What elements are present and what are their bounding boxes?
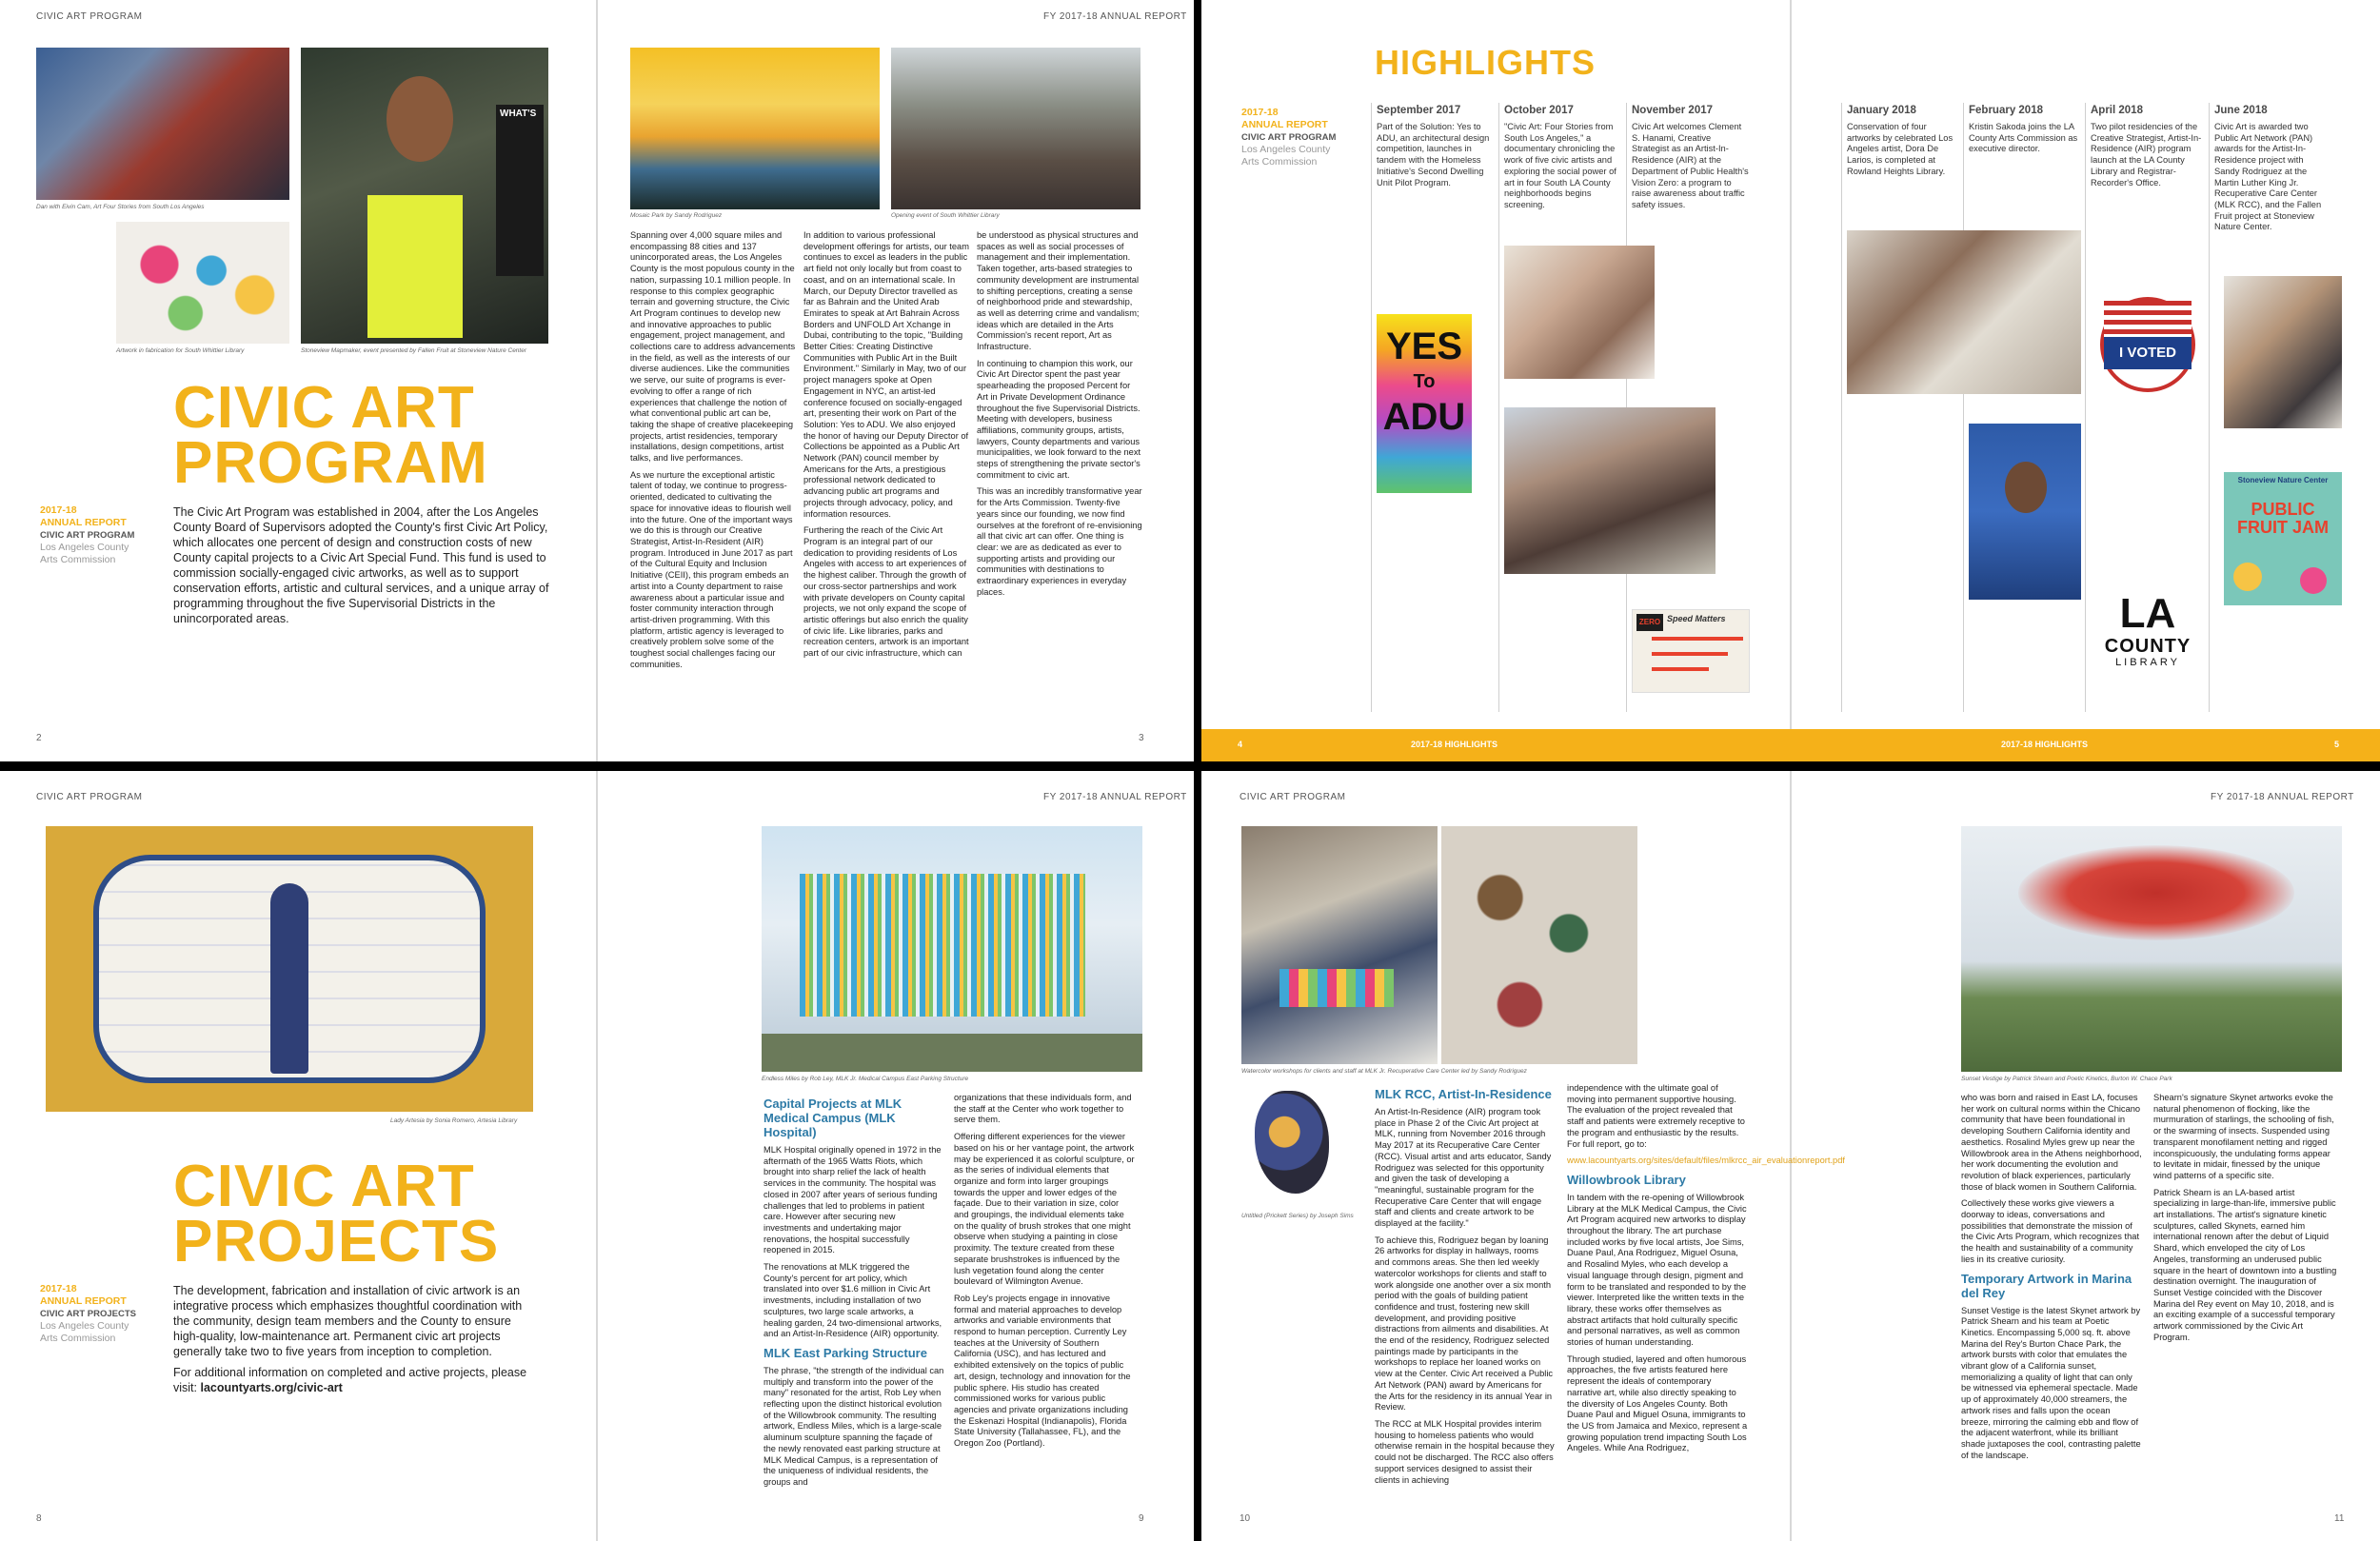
artist-figure xyxy=(387,76,453,162)
photo-untitled-prickett-series xyxy=(1241,1081,1342,1209)
side-county: Los Angeles County xyxy=(40,1320,129,1332)
page-number-left: 10 xyxy=(1240,1513,1251,1524)
month-label: February 2018 xyxy=(1969,105,2043,116)
photo-caption: Watercolor workshops for clients and staff at MLK Jr. Recuperative Care Center led by Sandy Rodriguez xyxy=(1241,1068,1527,1075)
photo-paint-palette xyxy=(116,222,289,344)
month-text: Two pilot residencies of the Creative Strategist, Artist-In-Residence (AIR) program launch at the LA County Library and Registrar-Recorder's Office. xyxy=(2091,122,2202,188)
section-title xyxy=(173,1154,500,1274)
bar xyxy=(1652,667,1709,671)
paragraph: who was born and raised in East LA, focuses her work on cultural norms within the Chicano community that have been foundational in developing Southern California identity and aesthetics. Rosalind Myles grew up near the Willowbrook area in the Athens neighborhood, her work documenting the evolution and revolution of black experiences, particularly those of black women in Southern California. xyxy=(1961,1093,2142,1192)
painted-figure xyxy=(1255,1091,1329,1194)
month-label: April 2018 xyxy=(2091,105,2143,116)
side-program: CIVIC ART PROGRAM xyxy=(1241,132,1337,143)
subsection-heading: Temporary Artwork in Marina del Rey xyxy=(1961,1271,2132,1300)
more-info-text: For additional information on completed and active projects, please visit: xyxy=(173,1366,527,1394)
photo-conservation-artworks xyxy=(1847,230,2081,394)
page-gutter xyxy=(596,771,598,1541)
page-number-right: 5 xyxy=(2334,740,2340,749)
body-column-1 xyxy=(764,1093,944,1511)
paragraph: Sunset Vestige is the latest Skynet artwork by Patrick Shearn and his team at Poetic Kinetics. Encompassing 5,000 sq. ft. above Marina del Rey's Burton Chace Park, the artwork bursts with color that emulates the vibrant glow of a California sunset, memorializing a quality of light that can only be witnessed via ephemeral spectacle. Made up of approximately 40,000 streamers, the artwork rises and falls upon the ocean breeze, mirroring the calming ebb and flow of the adjacent waterfront, while its brilliant shade juxtaposes the cool, contrasting palette of the landscape. xyxy=(1961,1305,2141,1460)
month-label: June 2018 xyxy=(2214,105,2268,116)
i-voted-sticker xyxy=(2100,297,2195,392)
photo-caption: Artwork in fabrication for South Whittier Library xyxy=(116,347,245,354)
body-column-1 xyxy=(630,230,796,725)
month-text: Civic Art welcomes Clement S. Hanami, Creative Strategist as an Artist-In-Residence (AIR) at the Department of Public Health's Vision Zero: a program to raise awareness about traffic safety issues. xyxy=(1632,122,1749,209)
side-year: 2017-18 xyxy=(40,504,77,516)
bar xyxy=(1652,637,1743,641)
month-text: Part of the Solution: Yes to ADU, an architectural design competition, launches in tandem with the Homeless Initiative's Second Dwelling Unit Pilot Program. xyxy=(1377,122,1490,188)
side-label xyxy=(40,1283,136,1345)
highlights-title: HIGHLIGHTS xyxy=(1375,43,1596,82)
paragraph: In addition to various professional development offerings for artists, our team continues to excel as leaders in the public art field not only locally but from coast to coast, and on an international scale. In March, our Deputy Director travelled as far as Bahrain and the United Arab Emirates to speak at Art Bahrain Across Borders and UNFOLD Art Xchange in Dubai, contributing to the topic, "Building Better Cities: Creating Distinctive Communities with Public Art in the Built Environment." Similarly in May, two of our project managers spoke at Open Engagement in NYC, an artist-led conference focused on socially-engaged art, presenting their work on Part of the Solution: Yes to ADU. We also enjoyed the honor of having our Deputy Director of Collections be appointed as a Public Art Network (PAN) council member by Americans for the Arts, a prestigious professional network dedicated to advancing public art programs and projects through advocacy, policy, and information resources. xyxy=(803,230,969,519)
photo-caption: Opening event of South Whittier Library xyxy=(891,212,1000,219)
logo-library: LIBRARY xyxy=(2115,657,2180,668)
side-county: Los Angeles County xyxy=(1241,144,1331,155)
figure-silhouette xyxy=(270,883,308,1074)
footer-bar xyxy=(1201,729,2380,761)
fruit-shape xyxy=(2300,567,2327,594)
section-title-line-1: CIVIC ART xyxy=(173,1154,475,1219)
side-program: CIVIC ART PROGRAM xyxy=(40,530,135,541)
photo-caption: Stoneview Mapmaker, event presented by Fallen Fruit at Stoneview Nature Center xyxy=(301,347,527,354)
timeline-divider xyxy=(1498,103,1499,712)
poster-text: YES xyxy=(1385,326,1463,367)
month-label: October 2017 xyxy=(1504,105,1574,116)
photo-dance-performance xyxy=(1504,407,1716,574)
photo-caption: Dan with Eivin Cam, Art Four Stories from South Los Angeles xyxy=(36,204,205,210)
fruit-shape xyxy=(2233,563,2262,591)
month-label: September 2017 xyxy=(1377,105,1461,116)
logo-county: COUNTY xyxy=(2104,636,2192,657)
timeline-divider xyxy=(1371,103,1372,712)
la-county-library-logo xyxy=(2096,592,2199,706)
page-number-right: 11 xyxy=(2334,1513,2345,1524)
photo-caption: Lady Artesia by Sonia Romero, Artesia Library xyxy=(390,1117,518,1124)
paragraph: The renovations at MLK triggered the County's percent for art policy, which translated into over $1.6 million in Civic Art investments, including installation of two sculptures, two large scale artworks, a healing garden, 24 two-dimensional artworks, and an Artist-In-Residence (AIR) opportunity. xyxy=(764,1262,942,1339)
body-column-2 xyxy=(954,1093,1135,1511)
spread-highlights xyxy=(1201,0,2380,761)
page-number-right: 9 xyxy=(1139,1513,1144,1524)
paragraph: To achieve this, Rodriguez began by loaning 26 artworks for display in hallways, rooms and commons areas. She then led weekly watercolor workshops for clients and staff to work alongside one another over a six month period with the goals of building patient confidence and trust, fostering new skill development, and providing positive distractions from ailments and disabilities. At the end of the residency, Rodriguez selected paintings made by participants in the workshops to replace her loaned works on view at the Center. Civic Art received a Public Art Network (PAN) award by Americans for the Arts for the residency in its annual Year in Review. xyxy=(1375,1235,1554,1413)
paragraph: Through studied, layered and often humorous approaches, the five artists featured here represent the ideals of contemporary narrative art, while also directly speaking to the diversity of Los Angeles County. Both Duane Paul and Miguel Osuna, immigrants to the US from Jamaica and Mexico, represent a growing population trend impacting South Los Angeles. While Ana Rodriguez, xyxy=(1567,1353,1748,1453)
photo-marching-band xyxy=(36,48,289,200)
paragraph: organizations that these individuals form, and the staff at the Center who work together to serve them. xyxy=(954,1093,1132,1125)
subsection-heading: MLK RCC, Artist-In-Residence xyxy=(1375,1087,1552,1101)
evaluation-report-link[interactable]: www.lacountyarts.org/sites/default/files/mlkrcc_air_evaluationreport.pdf xyxy=(1567,1156,1845,1166)
page-gutter xyxy=(1790,0,1792,761)
section-title xyxy=(173,375,488,496)
running-header-right: FY 2017-18 ANNUAL REPORT xyxy=(1043,792,1187,802)
side-label xyxy=(40,504,134,566)
intro-paragraph: The development, fabrication and installation of civic artwork is an integrative process which emphasizes thoughtful coordination with the community, design team members and the County to ensure high-quality, low-maintenance art. Permanent civic art projects generally take two to five years from inception to completion. xyxy=(173,1284,523,1358)
paragraph: Patrick Shearn is an LA-based artist specializing in large-than-life, immersive public art installations. The artist's signature kinetic sculptures, called Skynets, earned him international renown after the debut of Liquid Shard, which enveloped the city of Los Angeles, transforming an underused public square in the heart of downtown into a bustling destination overnight. The inauguration of Sunset Vestige coincided with the Discover Marina del Rey event on May 10, 2018, and is an exciting example of a successful temporary artwork commissioned by the Civic Art Program. xyxy=(2153,1187,2337,1342)
flag-stripes xyxy=(2104,301,2192,337)
photo-caption: Mosaic Park by Sandy Rodriguez xyxy=(630,212,723,219)
body-column-3 xyxy=(977,230,1142,725)
artwork-yellow-panel xyxy=(367,195,463,338)
spread-residency-and-temporary-art xyxy=(1201,771,2380,1541)
paragraph: An Artist-In-Residence (AIR) program took place in Phase 2 of the Civic Art project at MLK, running from November 2016 through May 2017 at its Recuperative Care Center (RCC). Visual artist and arts educator, Sandy Rodriguez was selected for this opportunity and given the task of developing a "meaningful, sustainable program for the Recuperative Care Center that will engage staff and clients and create artwork to be displayed at the facility." xyxy=(1375,1107,1552,1229)
paragraph: Spanning over 4,000 square miles and encompassing 88 cities and 137 unincorporated areas, the Los Angeles County is the most populous county in the nation, surpassing 10.1 million people. In response to this complex geographic terrain and governing structure, the Civic Art Program continues to develop new and innovative approaches to public engagement, project management, and collections care to address advancements in the field, as well as the interests of our diverse audiences. Like the communities we serve, our suite of programs is ever-evolving to offer a range of rich experiences that challenge the notion of what conventional public art can be, taking the shape of creative placekeeping projects, artist residencies, temporary installations, design competitions, artist talks, and live performances. xyxy=(630,230,796,464)
page-number-left: 8 xyxy=(36,1513,42,1524)
paragraph: In tandem with the re-opening of Willowbrook Library at the MLK Medical Campus, the Civic Art Program acquired new artworks to display throughout the library. The art purchase included works by five local artists, Joe Sims, Duane Paul, Ana Rodriguez, Miguel Osuna, and Rosalind Myles, who each develop a visual language through design, pigment and form to be translated and responded to by the viewer. Interpreted like the written texts in the library, these works offer themselves as abstract artifacts that hold culturally specific and personal narratives, as well as common stories of human understanding. xyxy=(1567,1192,1747,1348)
vision-zero-logo: ZERO xyxy=(1636,614,1663,631)
photo-caption: Sunset Vestige by Patrick Shearn and Poetic Kinetics, Burton W. Chace Park xyxy=(1961,1076,2172,1082)
bar xyxy=(1652,652,1728,656)
photo-watercolor-workshop xyxy=(1241,826,1438,1064)
paragraph: As we nurture the exceptional artistic talent of today, we continue to progress-oriented, dedicated to cultivating the space for innovative ideas to flourish well into the future. One of the important ways we do this is through our Creative Strategist, Artist-In-Resident (AIR) program. Introduced in June 2017 as part of the Cultural Equity and Inclusion Initiative (CEII), this program embeds an artist into a County department to raise awareness about a particular issue and foster community interaction through artist-driven programming. With this platform, artistic agency is leveraged to creatively problem solve some of the toughest social challenges facing our communities. xyxy=(630,469,793,669)
photo-caption: Endless Miles by Rob Ley, MLK Jr. Medical Campus East Parking Structure xyxy=(762,1076,969,1082)
poster-venue: Stoneview Nature Center xyxy=(2237,476,2329,484)
paragraph: Collectively these works give viewers a doorway to ideas, conversations and possibilities that demonstrate the mission of the Civic Arts Program, which recognizes that the health and sustainability of a community lies in its creative curiosity. xyxy=(1961,1198,2140,1264)
paragraph: MLK Hospital originally opened in 1972 in the aftermath of the 1965 Watts Riots, which brought into sharp relief the lack of health services in the community. The hospital was closed in 2007 after years of serious funding challenges that led to problems in patient care. However after securing new investments and undertaking major renovations, the hospital successfully reopened in 2015. xyxy=(764,1145,942,1255)
poster-text: To xyxy=(1413,371,1436,392)
paragraph: Shearn's signature Skynet artworks evoke the natural phenomenon of flocking, like the murmuration of starlings, the schooling of fish, or the swarming of insects. Suspended using transparent monofilament netting and rigged inconspicuously, the undulating forms appear to levitate in midair, finessed by the unique wind patterns of a specific site. xyxy=(2153,1093,2334,1180)
i-voted-text: I VOTED xyxy=(2104,337,2192,369)
photo-documentary-women xyxy=(1504,246,1655,379)
timeline-divider xyxy=(1841,103,1842,712)
subsection-heading: MLK East Parking Structure xyxy=(764,1345,927,1360)
running-header-left: CIVIC ART PROGRAM xyxy=(36,792,143,802)
photo-sunset-vestige xyxy=(1961,826,2342,1072)
body-column-b xyxy=(1567,1083,1845,1521)
section-title-line-2: PROGRAM xyxy=(173,430,488,496)
fallen-fruit-poster xyxy=(2224,472,2342,605)
speed-matters-title: Speed Matters xyxy=(1667,614,1726,623)
more-info-paragraph xyxy=(173,1365,535,1395)
subsection-heading: Willowbrook Library xyxy=(1567,1172,1686,1187)
paragraph: This was an incredibly transformative year for the Arts Commission. Twenty-five years since our founding, we now find ourselves at the forefront of re-envisioning all that civic art can offer. One thing is clear: we are as dedicated as ever to supporting artists and providing our communities with destinations to extraordinary experiences in everyday places. xyxy=(977,486,1142,597)
running-header-left: CIVIC ART PROGRAM xyxy=(1240,792,1346,802)
paragraph: In continuing to champion this work, our Civic Art Director spent the past year spearheading the proposed Percent for Art in Private Development Ordinance throughout the five Supervisorial Districts. Meeting with developers, business affiliations, community groups, artists, lawyers, County departments and various municipalities, we look forward to the next steps of strengthening the private sector's commitment to civic art. xyxy=(977,358,1141,480)
timeline-divider xyxy=(1963,103,1964,712)
timeline-divider xyxy=(2085,103,2086,712)
speed-matters-graphic xyxy=(1632,609,1750,693)
subsection-heading: Capital Projects at MLK Medical Campus (MLK Hospital) xyxy=(764,1096,902,1139)
page-number-left: 4 xyxy=(1238,740,1243,749)
side-year: 2017-18 xyxy=(40,1283,77,1294)
paragraph: The RCC at MLK Hospital provides interim housing to homeless patients who would otherwise remain in the hospital because they could not be discharged. The RCC also offers support services designed to assist their clients in achieving xyxy=(1375,1418,1555,1485)
paragraph: Offering different experiences for the viewer based on his or her vantage point, the artwork may be experienced it as colorful sculpture, or as the series of individual elements that organize and form into larger groupings towards the upper and lower edges of the façade. Due to their variation in size, color and groupings, the individual elements take on the quality of brush strokes that one might observe when studying a painting in close proximity. The texture created from these separate brushstrokes is influenced by the lush vegetation found along the center boulevard of Wilmington Avenue. xyxy=(954,1132,1135,1287)
side-report: ANNUAL REPORT xyxy=(40,1295,127,1307)
red-streamer-cloud xyxy=(2018,845,2294,940)
side-commission: Arts Commission xyxy=(40,1333,116,1344)
body-column-a xyxy=(1375,1083,1556,1521)
photo-sandy-rodriguez xyxy=(2224,276,2342,428)
photo-artist-with-artwork xyxy=(301,48,548,344)
logo-la: LA xyxy=(2119,590,2176,637)
month-text: Civic Art is awarded two Public Art Network (PAN) awards for the Artist-In-Residence project with Sandy Rodriguez at the Martin Luther King Jr. Recuperative Care Center (MLK RCC), and the Fallen Fruit project at Stoneview Nature Center. xyxy=(2214,122,2322,232)
body-column-2 xyxy=(803,230,969,725)
paragraph: Furthering the reach of the Civic Art Program is an integral part of our dedication to providing residents of Los Angeles with access to art experiences of the highest caliber. Through the growth of our cross-sector partnerships and work with private developers on County capital projects, we not only expand the scope of artistic offerings but also enrich the quality of civic life. Like libraries, parks and recreation centers, artwork is an important part of our civic infrastructure, which can xyxy=(803,525,969,659)
timeline-divider xyxy=(2209,103,2210,712)
photo-lady-artesia-tile-mural xyxy=(46,826,533,1112)
chalkboard-sign: WHAT'S xyxy=(496,105,544,276)
photo-library-opening-crowd xyxy=(891,48,1140,209)
month-label: November 2017 xyxy=(1632,105,1714,116)
side-commission: Arts Commission xyxy=(40,554,116,565)
running-header-right: FY 2017-18 ANNUAL REPORT xyxy=(2211,792,2354,802)
watercolor-paints xyxy=(1279,969,1394,1007)
speaker-figure xyxy=(2005,462,2047,513)
photo-endless-miles-parking-structure xyxy=(762,826,1142,1072)
page-gutter xyxy=(596,0,598,761)
side-commission: Arts Commission xyxy=(1241,156,1318,168)
paragraph: The phrase, "the strength of the individual can multiply and transform into the power of the many" resonated for the artist, Rob Ley when reflecting upon the distinct historical evolution of the Willowbrook community. The resulting artwork, Endless Miles, which is a large-scale aluminum sculpture spanning the façade of the newly renovated east parking structure at MLK Medical Campus, is a representation of the uniqueness of individual residents, the groups and xyxy=(764,1365,944,1487)
photo-paint-jars xyxy=(1441,826,1637,1064)
running-header-left: CIVIC ART PROGRAM xyxy=(36,11,143,22)
running-header-right: FY 2017-18 ANNUAL REPORT xyxy=(1043,11,1187,22)
side-year: 2017-18 xyxy=(1241,107,1279,118)
page-number-right: 3 xyxy=(1139,733,1144,743)
photo-kristin-sakoda xyxy=(1969,424,2081,600)
photo-mosaic-park-painting xyxy=(630,48,880,209)
civic-art-link[interactable]: lacountyarts.org/civic-art xyxy=(200,1381,343,1394)
section-title-line-2: PROJECTS xyxy=(173,1209,500,1274)
facade-sculpture xyxy=(800,874,1085,1017)
footer-label-left: 2017-18 HIGHLIGHTS xyxy=(1411,740,1498,749)
body-column-c xyxy=(1961,1093,2142,1521)
spread-civic-art-program xyxy=(0,0,1194,761)
month-text: Conservation of four artworks by celebrated Los Angeles artist, Dora De Larios, is completed at Rowland Heights Library. xyxy=(1847,122,1954,176)
month-label: January 2018 xyxy=(1847,105,1916,116)
page-number-left: 2 xyxy=(36,733,42,743)
side-program: CIVIC ART PROJECTS xyxy=(40,1309,136,1319)
poster-headline: PUBLIC FRUIT JAM xyxy=(2237,500,2329,537)
side-county: Los Angeles County xyxy=(40,542,129,553)
paragraph: be understood as physical structures and spaces as well as social processes of management and their implementation. Taken together, arts-based strategies to community development are instrumental to shifting perceptions, creating a sense of neighborhood pride and stewardship, as well as deterring crime and vandalism; ideas which are detailed in the Arts Commission's recent report, Art as Infrastructure. xyxy=(977,230,1140,352)
photo-caption: Untitled (Prickett Series) by Joseph Sims xyxy=(1241,1213,1354,1219)
month-text: "Civic Art: Four Stories from South Los Angeles," a documentary chronicling the work of five civic artists and exploring the social power of art in four South LA County neighborhoods begins screening. xyxy=(1504,122,1616,209)
month-text: Kristin Sakoda joins the LA County Arts Commission as executive director. xyxy=(1969,122,2078,154)
body-column-d xyxy=(2153,1093,2338,1521)
poster-text: ADU xyxy=(1382,396,1466,438)
paragraph: independence with the ultimate goal of moving into permanent supportive housing. The evaluation of the project revealed that staff and patients were extremely receptive to the program and enthusiastic by the results. For full report, go to: xyxy=(1567,1083,1745,1149)
side-label xyxy=(1241,107,1336,168)
yes-to-adu-poster xyxy=(1377,314,1472,493)
footer-label-right: 2017-18 HIGHLIGHTS xyxy=(2001,740,2089,749)
paragraph: Rob Ley's projects engage in innovative formal and material approaches to develop artworks and variable environments that respond to human perception. Currently Ley teaches at the University of Southern California (USC), and has lectured and exhibited extensively on the topics of public art, design, technology and innovation for the public sphere. His studio has created commissioned works for various public agencies and private organizations including the Eskenazi Hospital (Indianapolis), Florida State University (Tallahassee, FL), and the Oregon Zoo (Portland). xyxy=(954,1293,1131,1449)
section-title-line-1: CIVIC ART xyxy=(173,375,475,441)
side-report: ANNUAL REPORT xyxy=(1241,119,1328,130)
side-report: ANNUAL REPORT xyxy=(40,517,127,528)
intro-paragraph: The Civic Art Program was established in 2004, after the Los Angeles County Board of Supervisors adopted the County's first Civic Art Policy, which allocates one percent of design and construction costs of new County capital projects to a Civic Art Special Fund. This fund is used to commission socially-engaged civic artworks, as well as to support conservation efforts, artistic and cultural services, and a unique array of programming throughout the five Supervisorial Districts in the unincorporated areas. xyxy=(173,505,549,625)
spread-civic-art-projects xyxy=(0,771,1194,1541)
street-landscape xyxy=(762,1034,1142,1072)
